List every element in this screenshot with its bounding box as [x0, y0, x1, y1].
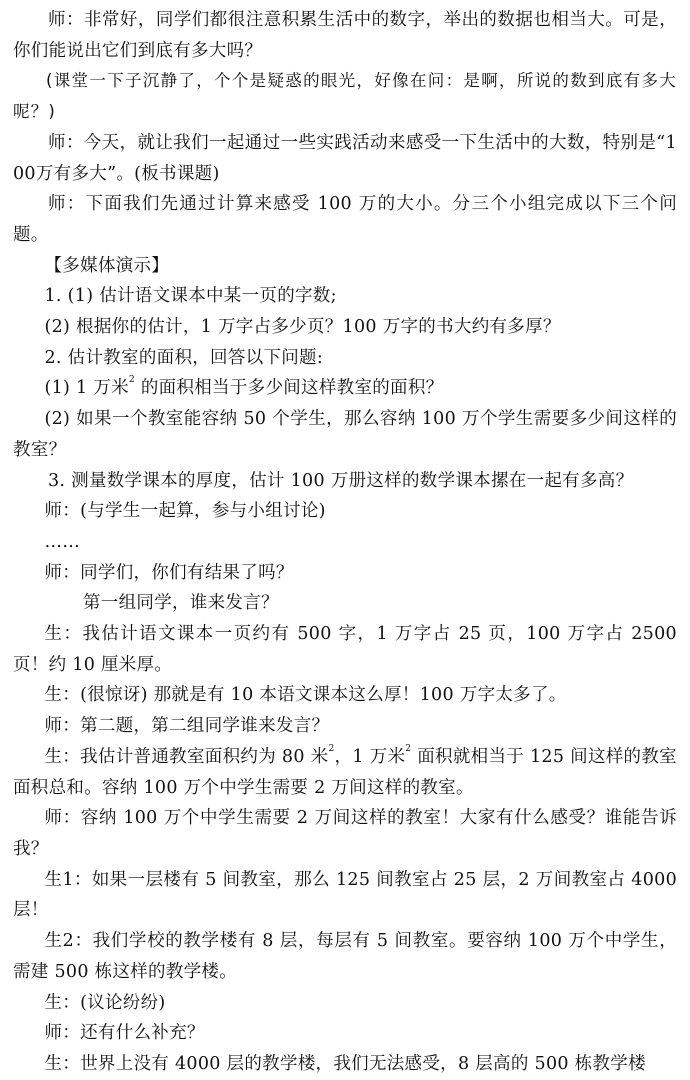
paragraph-student-area	[13, 742, 677, 803]
paragraph-student-2: 生2：我们学校的教学楼有 8 层，每层有 5 间教室。要容纳 100 万个中学生，需建 500 栋这样的教学楼。	[13, 931, 677, 982]
paragraph-student-surprised: 生：(很惊讶) 那就是有 10 本语文课本这么厚！100 万字太多了。	[44, 685, 567, 706]
paragraph-class-reaction: (课堂一下子沉静了，个个是疑惑的眼光，好像在问：是啊，所说的数到底有多大呢？)	[13, 71, 677, 122]
paragraph-teacher-second: 师：第二题，第二组同学谁来发言？	[44, 716, 330, 737]
paragraph-student-estimate: 生：我估计语文课本一页约有 500 字，1 万字占 25 页，100 万字占 2500 页！约 10 厘米厚。	[13, 624, 677, 675]
question-2-1	[13, 373, 677, 404]
superscript-square: 2	[405, 743, 412, 754]
section-heading-multimedia: 【多媒体演示】	[44, 255, 170, 276]
paragraph-teacher-discuss: 师：(与学生一起算，参与小组讨论)	[44, 501, 326, 522]
question-1-2: (2) 根据你的估计，1 万字占多少页？100 万字的书大约有多厚？	[44, 317, 561, 338]
paragraph-teacher-task: 师：下面我们先通过计算来感受 100 万的大小。分三个小组完成以下三个问题。	[13, 194, 677, 245]
paragraph-students-discuss: 生：(议论纷纷)	[44, 992, 166, 1013]
paragraph-teacher-feel: 师：容纳 100 万个中学生需要 2 万间这样的教室！大家有什么感受？谁能告诉我？	[13, 808, 677, 859]
question-1-1: 1. (1) 估计语文课本中某一页的字数;	[44, 286, 337, 307]
question-3: 3. 测量数学课本的厚度，估计 100 万册这样的数学课本摞在一起有多高？	[48, 470, 634, 491]
superscript-square: 2	[328, 743, 335, 754]
document-page	[13, 5, 677, 1080]
ellipsis-line: ……	[44, 531, 81, 552]
paragraph-teacher-intro: 师：非常好，同学们都很注意积累生活中的数字，举出的数据也相当大。可是，你们能说出它们到底有多大吗？	[13, 10, 677, 61]
paragraph-teacher-topic: 师：今天，就让我们一起通过一些实践活动来感受一下生活中的大数，特别是“100万有多大”。(板书课题)	[13, 132, 677, 184]
student-area-part-c: 面积就相当于 125 间这样的教室面积总和。容纳 100 万个中学生需要 2 万间这样的教室。	[13, 746, 677, 798]
superscript-square: 2	[128, 375, 135, 386]
question-2: 2. 估计教室的面积，回答以下问题:	[44, 347, 324, 368]
question-2-1-part-b: 的面积相当于多少间这样教室的面积？	[140, 378, 444, 399]
student-area-part-b: ，1 万米	[334, 746, 406, 767]
paragraph-group-one: 第一组同学，谁来发言？	[83, 593, 279, 614]
paragraph-student-final: 生：世界上没有 4000 层的教学楼，我们无法感受，8 层高的 500 栋教学楼	[44, 1053, 646, 1074]
paragraph-student-1: 生1：如果一层楼有 5 间教室，那么 125 间教室占 25 层，2 万间教室占 4000 层！	[13, 869, 677, 921]
question-2-2: (2) 如果一个教室能容纳 50 个学生，那么容纳 100 万个学生需要多少间这样的教室？	[13, 409, 677, 460]
student-area-part-a: 生：我估计普通教室面积约为 80 米	[44, 746, 329, 767]
paragraph-teacher-supplement: 师：还有什么补充？	[44, 1023, 205, 1044]
question-2-1-part-a: (1) 1 万米	[44, 378, 129, 399]
paragraph-teacher-ask: 师：同学们，你们有结果了吗？	[44, 562, 294, 583]
